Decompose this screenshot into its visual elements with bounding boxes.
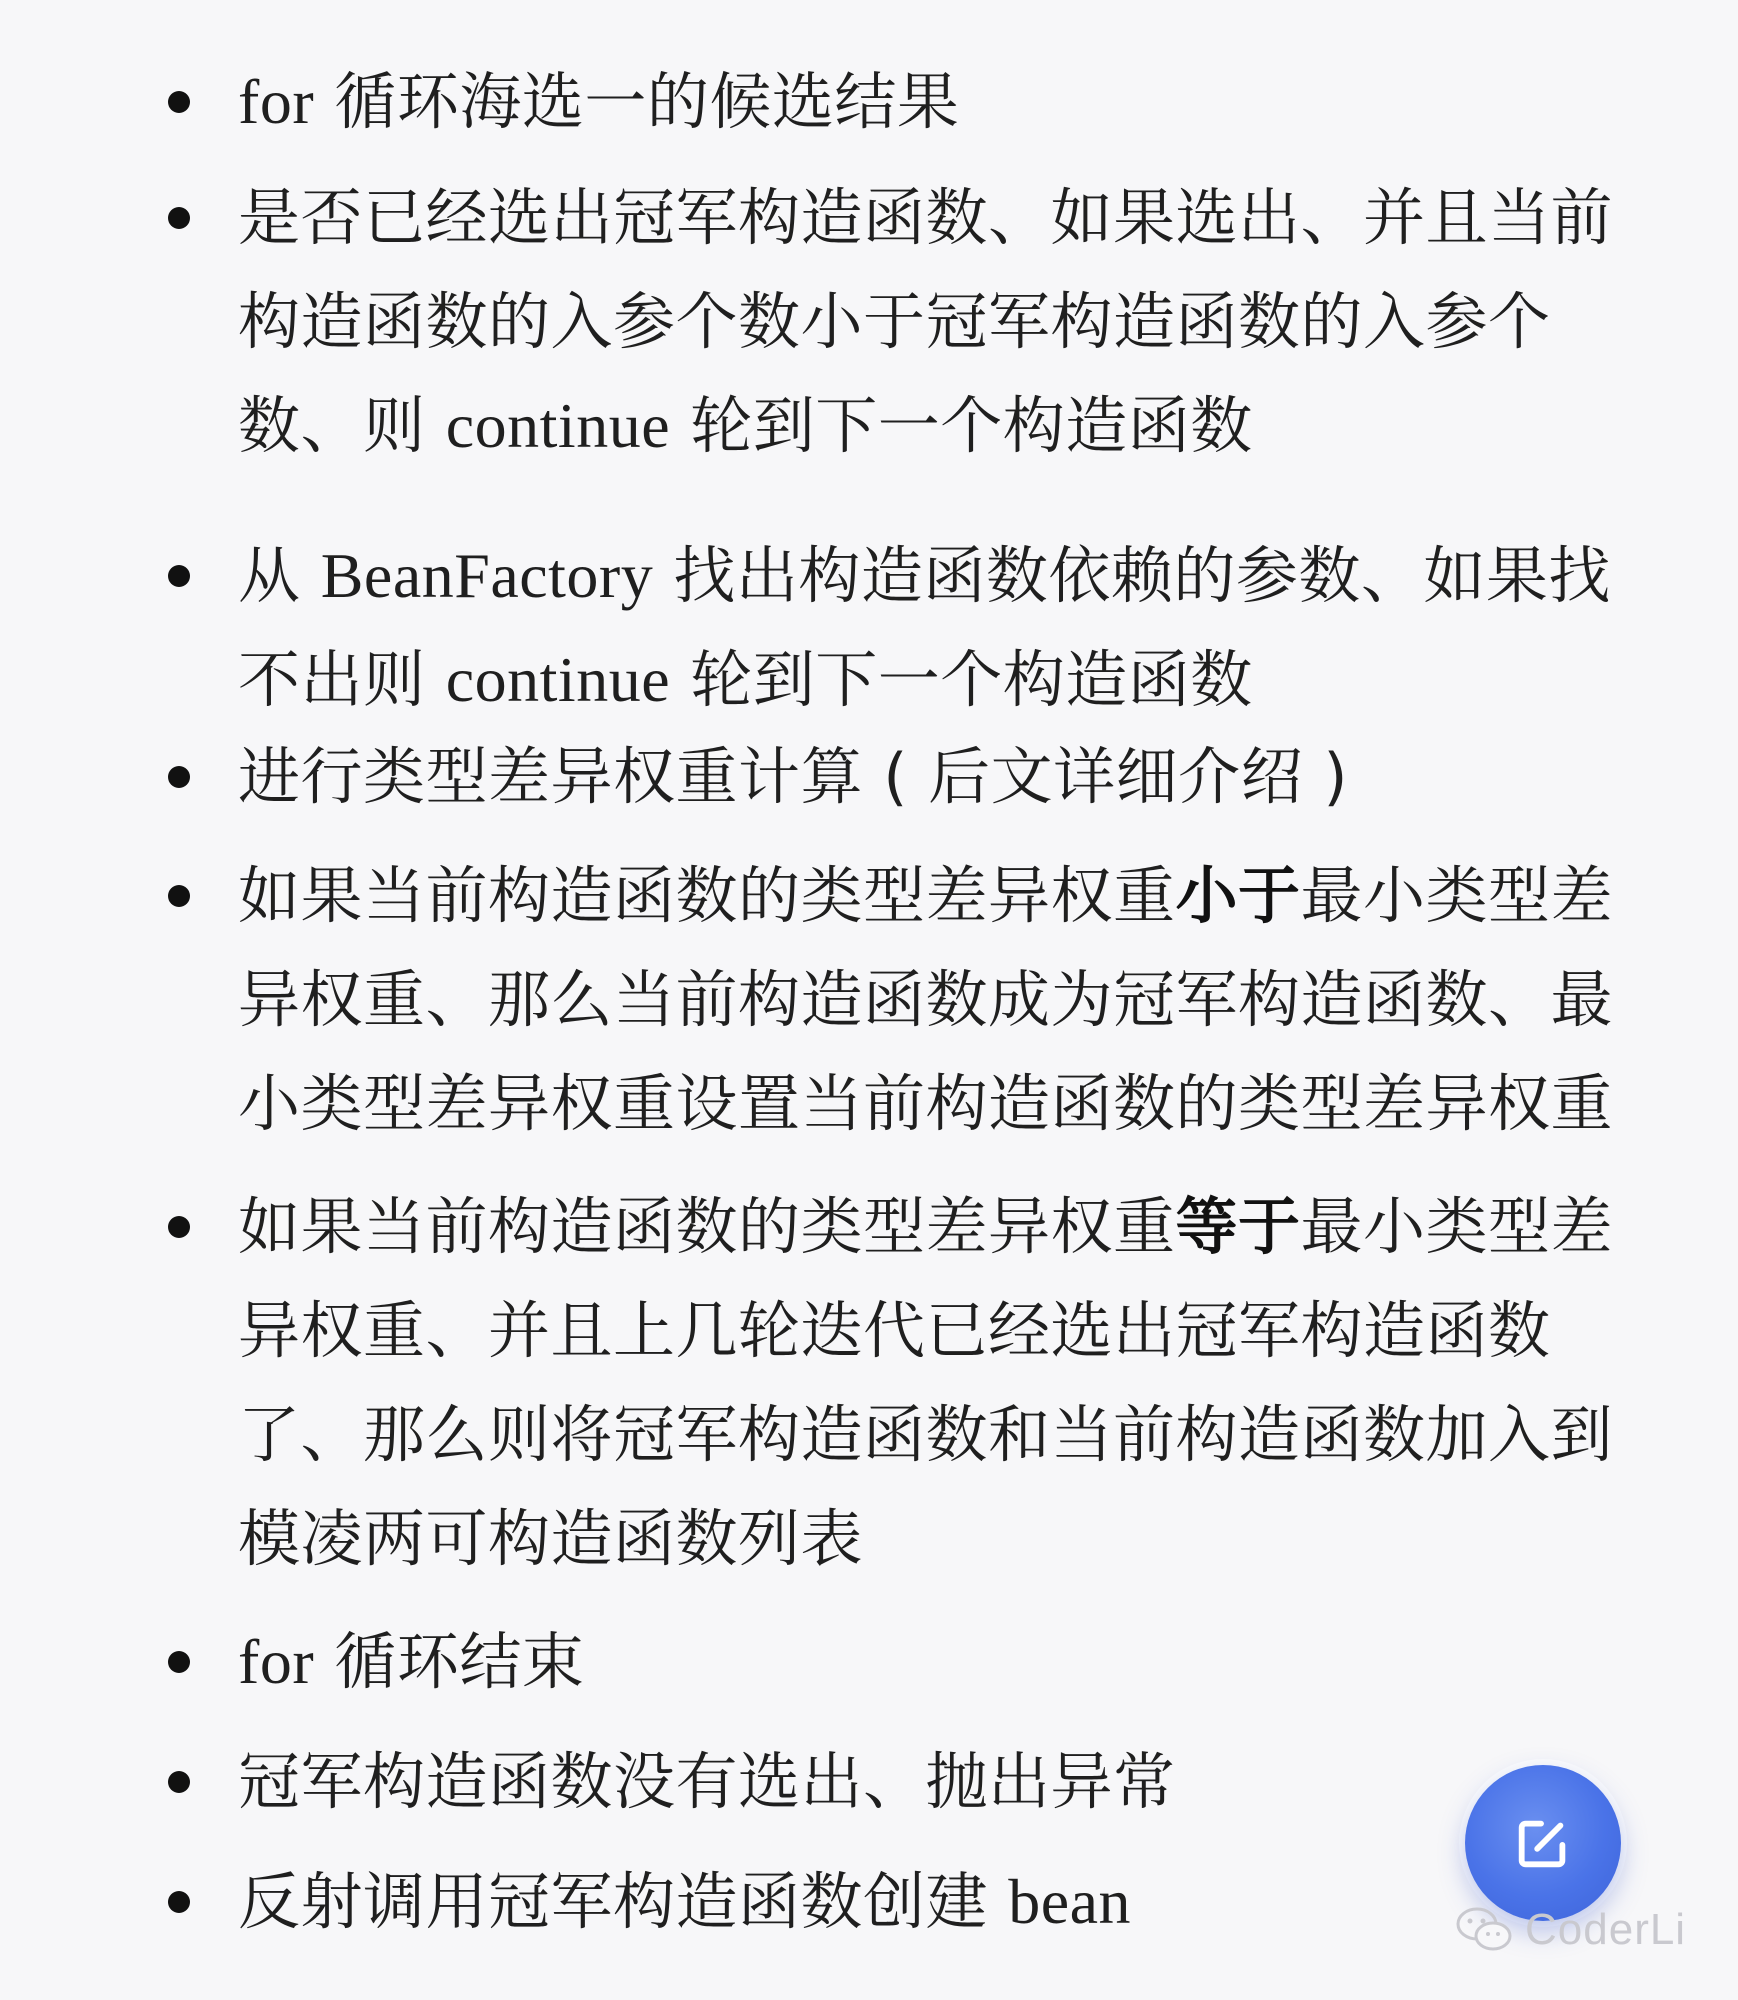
text-segment: 进行类型差异权重计算 ( 后文详细介绍 ) xyxy=(238,740,1349,813)
text-segment: 轮到下一个构造函数 xyxy=(670,389,1253,462)
text-segment: 异权重、并且上几轮迭代已经选出冠军构造函数 xyxy=(238,1294,1551,1367)
item-line xyxy=(238,1175,1638,1279)
text-segment: 冠军构造函数没有选出、抛出异常 xyxy=(238,1745,1176,1818)
bullet-icon xyxy=(168,207,190,229)
bullet-icon xyxy=(168,1216,190,1238)
item-line xyxy=(238,725,1638,829)
text-segment: 循环结束 xyxy=(314,1625,585,1698)
list-item xyxy=(238,1175,1638,1591)
bullet-icon xyxy=(168,766,190,788)
item-line xyxy=(238,1850,1638,1954)
text-segment: 是否已经选出冠军构造函数、如果选出、并且当前 xyxy=(238,181,1614,254)
text-segment: bean xyxy=(1008,1866,1132,1937)
bullet-icon xyxy=(168,91,190,113)
text-segment: 找出构造函数依赖的参数、如果找 xyxy=(653,539,1611,612)
item-line xyxy=(238,1487,1638,1591)
item-line xyxy=(238,1610,1638,1714)
list-item xyxy=(238,1610,1638,1714)
watermark xyxy=(1455,1895,1686,1965)
item-line xyxy=(238,374,1638,478)
text-segment: BeanFactory xyxy=(320,540,654,611)
wechat-icon xyxy=(1455,1904,1515,1956)
item-line xyxy=(238,628,1638,732)
text-segment: 构造函数的入参个数小于冠军构造函数的入参个 xyxy=(238,285,1551,358)
text-segment: 小类型差异权重设置当前构造函数的类型差异权重 xyxy=(238,1067,1614,1140)
list-item xyxy=(238,1850,1638,1954)
emphasis-text: 小于 xyxy=(1175,859,1301,932)
text-segment: 最小类型差 xyxy=(1300,1190,1614,1263)
text-segment: 数、则 xyxy=(238,389,446,462)
bullet-icon xyxy=(168,885,190,907)
item-line xyxy=(238,270,1638,374)
item-line xyxy=(238,948,1638,1052)
item-line xyxy=(238,1730,1638,1834)
bullet-icon xyxy=(168,1651,190,1673)
list-item xyxy=(238,166,1638,478)
emphasis-text: 等于 xyxy=(1175,1190,1301,1263)
list-item xyxy=(238,50,1638,154)
text-segment: for xyxy=(238,1626,315,1697)
text-segment: 循环海选一的候选结果 xyxy=(314,65,960,138)
item-line xyxy=(238,166,1638,270)
item-line xyxy=(238,844,1638,948)
text-segment: 从 xyxy=(238,539,321,612)
text-segment: 轮到下一个构造函数 xyxy=(670,643,1253,716)
bullet-icon xyxy=(168,1771,190,1793)
list-item xyxy=(238,725,1638,829)
text-segment: 了、那么则将冠军构造函数和当前构造函数加入到 xyxy=(238,1398,1614,1471)
item-line xyxy=(238,1279,1638,1383)
text-segment: continue xyxy=(445,390,671,461)
list-item xyxy=(238,1730,1638,1834)
text-segment: continue xyxy=(445,644,671,715)
text-segment: 模凌两可构造函数列表 xyxy=(238,1502,864,1575)
text-segment: 异权重、那么当前构造函数成为冠军构造函数、最 xyxy=(238,963,1614,1036)
watermark-text: CoderLi xyxy=(1525,1905,1687,1954)
item-line xyxy=(238,50,1638,154)
edit-icon xyxy=(1512,1812,1574,1874)
item-line xyxy=(238,1383,1638,1487)
bullet-icon xyxy=(168,1891,190,1913)
text-segment: 反射调用冠军构造函数创建 xyxy=(238,1865,1009,1938)
text-segment: 如果当前构造函数的类型差异权重 xyxy=(238,859,1176,932)
text-segment: for xyxy=(238,66,315,137)
text-segment: 最小类型差 xyxy=(1300,859,1614,932)
bullet-icon xyxy=(168,565,190,587)
text-segment: 如果当前构造函数的类型差异权重 xyxy=(238,1190,1176,1263)
item-line xyxy=(238,524,1638,628)
text-segment: 不出则 xyxy=(238,643,446,716)
list-item xyxy=(238,844,1638,1156)
list-item xyxy=(238,524,1638,732)
item-line xyxy=(238,1052,1638,1156)
